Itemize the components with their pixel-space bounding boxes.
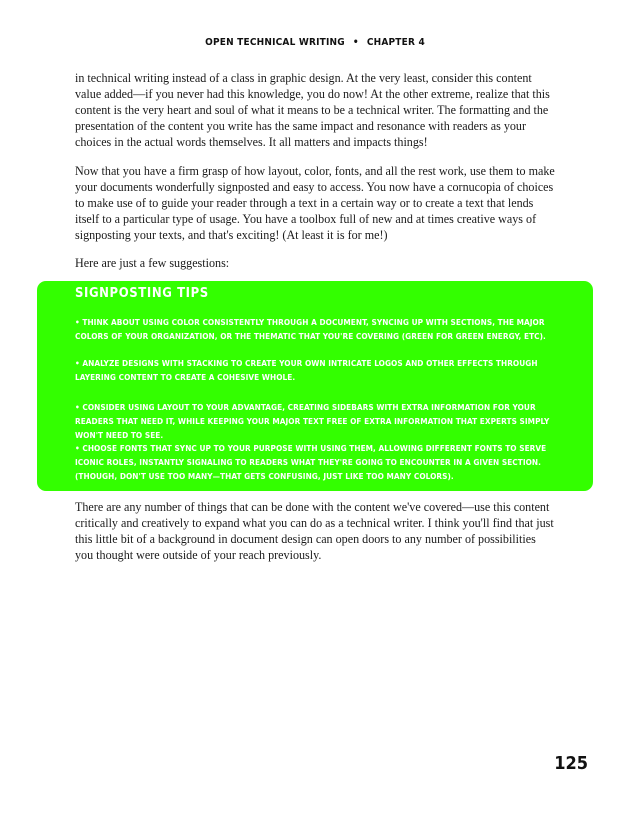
body-paragraph-4: There are any number of things that can be done with the content we've covered—use this content critically and creatively to expand what you can do as a technical writer. I think you'll find that just this little bit of a background in document design can open doors to any number of possibilities you thought were outside of your reach previously. <box>75 500 554 562</box>
tip-item-layout: • CONSIDER USING LAYOUT TO YOUR ADVANTAGE, CREATING SIDEBARS WITH EXTRA INFORMATION FOR YOUR READERS THAT NEED IT, WHILE KEEPING YOUR MAJOR TEXT FREE OF EXTRA INFORMATION THAT EXPERTS SIMPLY WON'T NEED TO SEE. <box>75 402 550 440</box>
header-separator: • <box>352 37 359 48</box>
tip-item-stacking: • ANALYZE DESIGNS WITH STACKING TO CREATE YOUR OWN INTRICATE LOGOS AND OTHER EFFECTS THROUGH LAYERING CONTENT TO CREATE A COHESIVE WHOLE. <box>75 358 538 382</box>
header-chapter: CHAPTER 4 <box>366 37 425 48</box>
tip-item-color: • THINK ABOUT USING COLOR CONSISTENTLY THROUGH A DOCUMENT, SYNCING UP WITH SECTIONS, THE MAJOR COLORS OF YOUR ORGANIZATION, OR THE THEMATIC THAT YOU'RE COVERING (GREEN FOR GREEN ENERGY, ETC). <box>75 317 546 341</box>
body-paragraph-3: Here are just a few suggestions: <box>75 256 230 270</box>
tip-item-fonts: • CHOOSE FONTS THAT SYNC UP TO YOUR PURPOSE WITH USING THEM, ALLOWING DIFFERENT FONTS TO SERVE ICONIC ROLES, INSTANTLY SIGNALING TO READERS WHAT THEY'RE GOING TO ENCOUNTER IN A GIVEN SECTION. (THOUGH, DON'T USE TOO MANY—THAT GETS CONFUSING, JUST LIKE TOO MANY COLORS). <box>75 443 547 481</box>
tips-title: SIGNPOSTING TIPS <box>75 286 209 301</box>
body-paragraph-1: in technical writing instead of a class in graphic design. At the very least, consider this content value added—if you never had this knowledge, you do now! At the other extreme, realize that this content is the very heart and soul of what it means to be a technical writer. The formatting and the presentation of the content you write has the same impact and resonance with readers as your choices in the actual words themselves. It all matters and impacts things! <box>75 71 550 149</box>
header-book-title: OPEN TECHNICAL WRITING <box>205 37 345 48</box>
page-number: 125 <box>554 753 588 774</box>
running-header <box>0 37 630 48</box>
body-paragraph-2: Now that you have a firm grasp of how layout, color, fonts, and all the rest work, use them to make your documents wonderfully signposted and easy to access. You now have a cornucopia of choices to make use of to guide your reader through a text in a certain way or to create a text that lends itself to a particular type of usage. You have a toolbox full of new and at times creative ways of signposting your texts, and that's exciting! (At least it is for me!) <box>75 164 555 242</box>
